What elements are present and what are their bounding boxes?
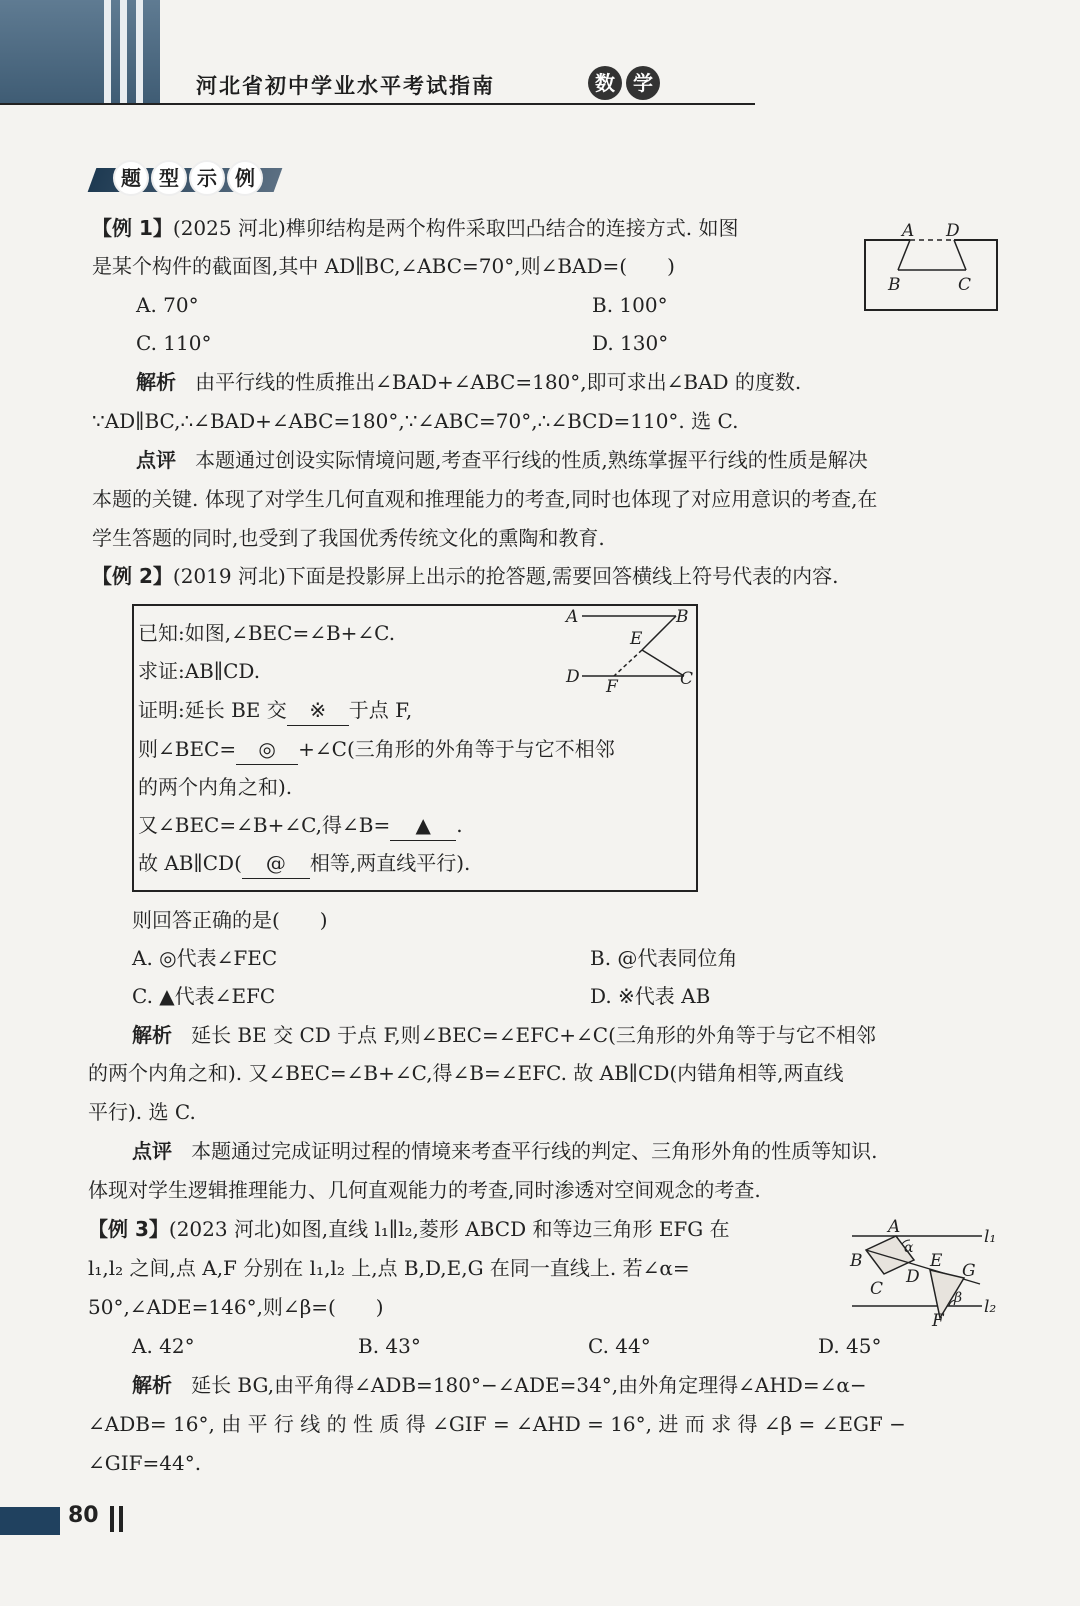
blank-at: @ [242,848,310,879]
section-tag-char: 型 [151,160,187,196]
example2-figure [560,604,696,694]
fig2-label-e: E [630,629,643,649]
example2-proof-line: 证明:延长 BE 交 ※ 于点 F, [138,695,412,726]
header-rule [0,103,755,105]
example1-analysis: 解析 由平行线的性质推出∠BAD+∠ABC=180°,即可求出∠BAD 的度数. [136,370,802,394]
example2-again-line: 又∠BEC=∠B+∠C,得∠B= ▲ . [138,810,463,841]
blank-asterisk: ※ [287,695,349,726]
fig2-label-b: B [676,607,689,627]
subject-badge-char: 数 [588,66,622,100]
fig3-label-b: B [850,1251,863,1271]
section-tag-char: 题 [113,160,149,196]
example2-option-a: A. ◎代表∠FEC [132,946,278,970]
example3-option-d: D. 45° [818,1334,882,1358]
example3-stem-line3: 50°,∠ADE=146°,则∠β=( ) [88,1295,384,1319]
example3-analysis-line1: 解析 延长 BG,由平角得∠ADB=180°−∠ADE=34°,由外角定理得∠AHD=∠α− [132,1373,867,1397]
example1-option-b: B. 100° [592,293,668,317]
fig3-label-beta: β [954,1290,963,1306]
fig3-label-l1: l₁ [984,1227,997,1247]
blank-triangle: ▲ [390,810,456,841]
example1-figure [864,220,1000,312]
example1-option-d: D. 130° [592,331,669,355]
fig3-label-l2: l₂ [984,1297,997,1317]
fig3-label-f: F [932,1311,944,1330]
fig3-label-c: C [870,1279,884,1299]
fig1-label-b: B [888,275,901,295]
example1-comment-line1: 点评 本题通过创设实际情境问题,考查平行线的性质,熟练掌握平行线的性质是解决 [136,448,868,472]
page-mark [119,1506,123,1532]
example2-question: 则回答正确的是( ) [132,908,328,932]
example3-figure [846,1214,1002,1330]
example2-analysis-line1: 解析 延长 BE 交 CD 于点 F,则∠BEC=∠EFC+∠C(三角形的外角等于与它不相邻 [132,1023,876,1047]
example3-option-a: A. 42° [132,1334,195,1358]
fig2-label-f: F [606,677,618,694]
header-stripe [104,0,111,104]
example2-analysis-line2: 的两个内角之和). 又∠BEC=∠B+∠C,得∠B=∠EFC. 故 AB∥CD(内错角相等,两直线 [88,1061,844,1085]
example1-option-a: A. 70° [136,293,199,317]
fig3-label-alpha: α [904,1240,914,1256]
fig3-label-d: D [906,1267,920,1287]
example2-comment-line2: 体现对学生逻辑推理能力、几何直观能力的考查,同时渗透对空间观念的考查. [88,1178,761,1202]
fig3-label-a: A [888,1217,901,1237]
example2-given: 已知:如图,∠BEC=∠B+∠C. [138,621,396,645]
footer-band [0,1507,60,1535]
fig3-label-g: G [962,1261,976,1281]
example2-analysis-line3: 平行). 选 C. [88,1100,196,1124]
example3-analysis-line3: ∠GIF=44°. [88,1451,202,1475]
example1-comment-line3: 学生答题的同时,也受到了我国优秀传统文化的熏陶和教育. [92,526,605,550]
page-mark [110,1506,114,1532]
example1-option-c: C. 110° [136,331,212,355]
example2-option-d: D. ※代表 AB [590,984,711,1008]
example2-then-line: 则∠BEC= ◎ +∠C(三角形的外角等于与它不相邻 [138,734,615,765]
example3-stem-line1: 【例 3】(2023 河北)如图,直线 l₁∥l₂,菱形 ABCD 和等边三角形 EFG 在 [88,1217,730,1241]
header-stripe [136,0,143,104]
example1-stem-line2: 是某个构件的截面图,其中 AD∥BC,∠ABC=70°,则∠BAD=( ) [92,254,675,278]
fig1-label-c: C [958,275,972,295]
example2-then-line2: 的两个内角之和). [138,775,293,799]
header-stripe [120,0,127,104]
fig3-label-e: E [930,1251,943,1271]
book-title: 河北省初中学业水平考试指南 [196,74,495,98]
example2-option-c: C. ▲代表∠EFC [132,984,276,1008]
subject-badge-char: 学 [626,66,660,100]
section-tag-char: 例 [227,160,263,196]
example1-solution: ∵AD∥BC,∴∠BAD+∠ABC=180°,∵∠ABC=70°,∴∠BCD=110°. 选 C. [92,409,739,433]
example3-option-b: B. 43° [358,1334,421,1358]
fig1-label-d: D [946,221,960,241]
example3-option-c: C. 44° [588,1334,651,1358]
example2-stem: 【例 2】(2019 河北)下面是投影屏上出示的抢答题,需要回答横线上符号代表的内容. [92,564,839,588]
example1-comment-line2: 本题的关键. 体现了对学生几何直观和推理能力的考查,同时也体现了对应用意识的考查,在 [92,487,878,511]
example2-prove: 求证:AB∥CD. [138,659,261,683]
section-tag-char: 示 [189,160,225,196]
fig2-label-c: C [680,669,694,689]
example1-stem-line1: 【例 1】(2025 河北)榫卯结构是两个构件采取凹凸结合的连接方式. 如图 [92,216,739,240]
example2-so-line: 故 AB∥CD( @ 相等,两直线平行). [138,848,470,879]
example2-comment-line1: 点评 本题通过完成证明过程的情境来考查平行线的判定、三角形外角的性质等知识. [132,1139,878,1163]
fig2-label-d: D [566,667,580,687]
example3-stem-line2: l₁,l₂ 之间,点 A,F 分别在 l₁,l₂ 上,点 B,D,E,G 在同一直线上. 若∠α= [88,1256,690,1280]
example3-analysis-line2: ∠ADB= 16°, 由 平 行 线 的 性 质 得 ∠GIF = ∠AHD = 16°, 进 而 求 得 ∠β = ∠EGF − [88,1412,906,1436]
blank-circle: ◎ [236,734,298,765]
page-number: 80 [68,1503,99,1528]
fig1-label-a: A [902,221,915,241]
fig2-label-a: A [566,607,579,627]
example2-option-b: B. @代表同位角 [590,946,738,970]
